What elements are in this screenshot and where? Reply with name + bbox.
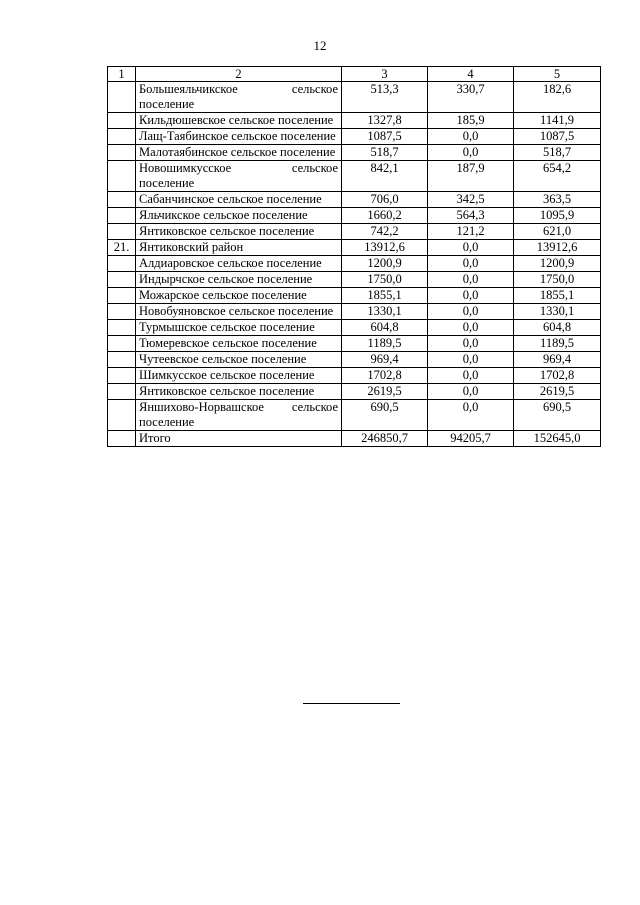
header-col-1: 1 bbox=[108, 67, 136, 82]
row-name: Шимкусское сельское поселение bbox=[136, 368, 342, 384]
row-value-col3: 1087,5 bbox=[342, 129, 428, 145]
row-name: Итого bbox=[136, 431, 342, 447]
row-number bbox=[108, 288, 136, 304]
row-name: Янтиковское сельское поселение bbox=[136, 384, 342, 400]
row-number bbox=[108, 304, 136, 320]
row-name: Можарское сельское поселение bbox=[136, 288, 342, 304]
row-value-col3: 246850,7 bbox=[342, 431, 428, 447]
table-row bbox=[108, 431, 601, 447]
table-row bbox=[108, 352, 601, 368]
row-number bbox=[108, 384, 136, 400]
row-number bbox=[108, 192, 136, 208]
row-value-col3: 1855,1 bbox=[342, 288, 428, 304]
row-value-col5: 2619,5 bbox=[514, 384, 601, 400]
row-value-col4: 0,0 bbox=[428, 336, 514, 352]
row-name: Новобуяновское сельское поселение bbox=[136, 304, 342, 320]
row-number bbox=[108, 82, 136, 113]
row-number bbox=[108, 224, 136, 240]
row-name: Сабанчинское сельское поселение bbox=[136, 192, 342, 208]
row-name: Новошимкусское сельское поселение bbox=[136, 161, 342, 192]
row-value-col3: 2619,5 bbox=[342, 384, 428, 400]
row-number bbox=[108, 320, 136, 336]
row-value-col5: 518,7 bbox=[514, 145, 601, 161]
row-value-col4: 0,0 bbox=[428, 352, 514, 368]
row-value-col5: 690,5 bbox=[514, 400, 601, 431]
row-value-col5: 1855,1 bbox=[514, 288, 601, 304]
row-value-col4: 0,0 bbox=[428, 304, 514, 320]
row-name: Большеяльчикское сельское поселение bbox=[136, 82, 342, 113]
row-number bbox=[108, 113, 136, 129]
table-row bbox=[108, 400, 601, 431]
row-value-col4: 0,0 bbox=[428, 129, 514, 145]
row-value-col5: 363,5 bbox=[514, 192, 601, 208]
row-value-col3: 13912,6 bbox=[342, 240, 428, 256]
row-number: 21. bbox=[108, 240, 136, 256]
row-value-col5: 604,8 bbox=[514, 320, 601, 336]
row-number bbox=[108, 129, 136, 145]
table-row bbox=[108, 336, 601, 352]
row-value-col4: 342,5 bbox=[428, 192, 514, 208]
row-value-col4: 0,0 bbox=[428, 288, 514, 304]
row-value-col5: 13912,6 bbox=[514, 240, 601, 256]
row-value-col4: 0,0 bbox=[428, 400, 514, 431]
row-value-col3: 842,1 bbox=[342, 161, 428, 192]
table-row bbox=[108, 145, 601, 161]
row-value-col3: 690,5 bbox=[342, 400, 428, 431]
row-value-col4: 0,0 bbox=[428, 272, 514, 288]
row-value-col4: 0,0 bbox=[428, 256, 514, 272]
row-name: Алдиаровское сельское поселение bbox=[136, 256, 342, 272]
row-value-col3: 1702,8 bbox=[342, 368, 428, 384]
table-row bbox=[108, 192, 601, 208]
row-number bbox=[108, 256, 136, 272]
table-row bbox=[108, 304, 601, 320]
row-value-col5: 1200,9 bbox=[514, 256, 601, 272]
row-value-col4: 185,9 bbox=[428, 113, 514, 129]
table-row bbox=[108, 272, 601, 288]
row-value-col5: 1189,5 bbox=[514, 336, 601, 352]
row-name: Кильдюшевское сельское поселение bbox=[136, 113, 342, 129]
row-value-col4: 187,9 bbox=[428, 161, 514, 192]
table-row bbox=[108, 208, 601, 224]
row-value-col4: 0,0 bbox=[428, 384, 514, 400]
row-number bbox=[108, 145, 136, 161]
row-value-col3: 1189,5 bbox=[342, 336, 428, 352]
row-value-col3: 518,7 bbox=[342, 145, 428, 161]
row-name: Чутеевское сельское поселение bbox=[136, 352, 342, 368]
row-value-col5: 1330,1 bbox=[514, 304, 601, 320]
table-header-row bbox=[108, 67, 601, 82]
row-value-col4: 121,2 bbox=[428, 224, 514, 240]
header-col-4: 4 bbox=[428, 67, 514, 82]
row-value-col3: 604,8 bbox=[342, 320, 428, 336]
row-value-col4: 564,3 bbox=[428, 208, 514, 224]
row-value-col5: 1141,9 bbox=[514, 113, 601, 129]
row-name: Лащ-Таябинское сельское поселение bbox=[136, 129, 342, 145]
row-value-col3: 1327,8 bbox=[342, 113, 428, 129]
row-name: Индырчское сельское поселение bbox=[136, 272, 342, 288]
table-row bbox=[108, 288, 601, 304]
row-value-col4: 0,0 bbox=[428, 145, 514, 161]
row-value-col4: 0,0 bbox=[428, 368, 514, 384]
table-row bbox=[108, 256, 601, 272]
row-value-col4: 0,0 bbox=[428, 320, 514, 336]
row-name: Яншихово-Норвашское сельское поселение bbox=[136, 400, 342, 431]
separator-line bbox=[303, 703, 400, 704]
row-value-col5: 1087,5 bbox=[514, 129, 601, 145]
row-number bbox=[108, 400, 136, 431]
row-number bbox=[108, 431, 136, 447]
row-name: Малотаябинское сельское поселение bbox=[136, 145, 342, 161]
row-value-col5: 1702,8 bbox=[514, 368, 601, 384]
table-row bbox=[108, 384, 601, 400]
row-value-col5: 621,0 bbox=[514, 224, 601, 240]
row-number bbox=[108, 336, 136, 352]
row-value-col3: 513,3 bbox=[342, 82, 428, 113]
table-row bbox=[108, 320, 601, 336]
row-value-col3: 706,0 bbox=[342, 192, 428, 208]
table-row bbox=[108, 240, 601, 256]
budget-table bbox=[107, 66, 601, 447]
row-value-col4: 94205,7 bbox=[428, 431, 514, 447]
table-row bbox=[108, 113, 601, 129]
row-name: Яльчикское сельское поселение bbox=[136, 208, 342, 224]
row-value-col5: 182,6 bbox=[514, 82, 601, 113]
row-value-col5: 1750,0 bbox=[514, 272, 601, 288]
row-number bbox=[108, 352, 136, 368]
row-value-col4: 0,0 bbox=[428, 240, 514, 256]
row-name: Турмышское сельское поселение bbox=[136, 320, 342, 336]
table-row bbox=[108, 224, 601, 240]
row-value-col3: 1200,9 bbox=[342, 256, 428, 272]
table-row bbox=[108, 368, 601, 384]
row-name: Тюмеревское сельское поселение bbox=[136, 336, 342, 352]
page-number: 12 bbox=[313, 38, 327, 53]
table-row bbox=[108, 129, 601, 145]
row-value-col5: 152645,0 bbox=[514, 431, 601, 447]
row-value-col5: 1095,9 bbox=[514, 208, 601, 224]
row-value-col3: 1660,2 bbox=[342, 208, 428, 224]
header-col-3: 3 bbox=[342, 67, 428, 82]
row-value-col5: 969,4 bbox=[514, 352, 601, 368]
row-value-col3: 969,4 bbox=[342, 352, 428, 368]
row-value-col3: 1750,0 bbox=[342, 272, 428, 288]
row-value-col3: 742,2 bbox=[342, 224, 428, 240]
row-number bbox=[108, 368, 136, 384]
table-row bbox=[108, 82, 601, 113]
row-number bbox=[108, 272, 136, 288]
row-number bbox=[108, 208, 136, 224]
row-name: Янтиковский район bbox=[136, 240, 342, 256]
header-col-5: 5 bbox=[514, 67, 601, 82]
table-row bbox=[108, 161, 601, 192]
row-number bbox=[108, 161, 136, 192]
row-value-col3: 1330,1 bbox=[342, 304, 428, 320]
header-col-2: 2 bbox=[136, 67, 342, 82]
row-name: Янтиковское сельское поселение bbox=[136, 224, 342, 240]
row-value-col4: 330,7 bbox=[428, 82, 514, 113]
row-value-col5: 654,2 bbox=[514, 161, 601, 192]
